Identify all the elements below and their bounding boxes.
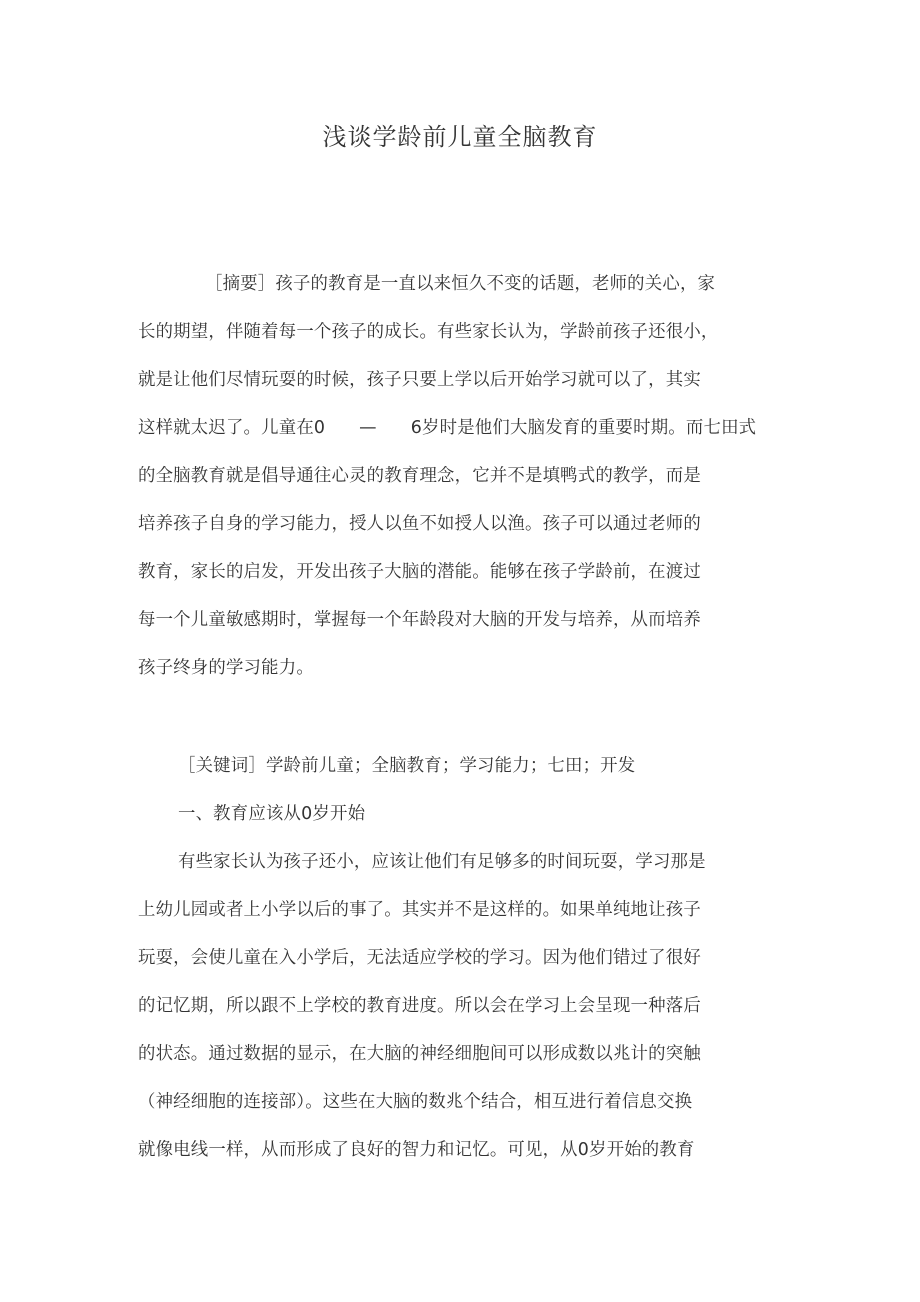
body-line-4: 的记忆期，所以跟不上学校的教育进度。所以会在学习上会呈现一种落后	[138, 996, 701, 1016]
document-title: 浅谈学龄前儿童全脑教育	[322, 123, 598, 151]
abstract-line-6: 培养孩子自身的学习能力，授人以鱼不如授人以渔。孩子可以通过老师的	[138, 514, 701, 534]
abstract-line-4-dash: —	[359, 418, 377, 438]
section-heading: 一、教育应该从0岁开始	[178, 804, 366, 824]
body-line-3: 玩耍，会使儿童在入小学后，无法适应学校的学习。因为他们错过了很好	[138, 948, 701, 968]
abstract-line-7: 教育，家长的启发，开发出孩子大脑的潜能。能够在孩子学龄前，在渡过	[138, 562, 701, 582]
keywords: ［关键词］学龄前儿童；全脑教育；学习能力；七田；开发	[178, 756, 636, 776]
abstract-line-4-part-b: 6岁时是他们大脑发育的重要时期。而七田式	[410, 418, 757, 438]
abstract-line-4	[138, 416, 756, 440]
abstract-line-5: 的全脑教育就是倡导通往心灵的教育理念，它并不是填鸭式的教学，而是	[138, 466, 701, 486]
body-line-2: 上幼儿园或者上小学以后的事了。其实并不是这样的。如果单纯地让孩子	[138, 900, 701, 920]
abstract-line-9: 孩子终身的学习能力。	[138, 658, 314, 678]
body-line-7: 就像电线一样，从而形成了良好的智力和记忆。可见，从0岁开始的教育	[138, 1140, 695, 1160]
body-line-5: 的状态。通过数据的显示，在大脑的神经细胞间可以形成数以兆计的突触	[138, 1044, 701, 1064]
body-line-1: 有些家长认为孩子还小，应该让他们有足够多的时间玩耍，学习那是	[178, 852, 706, 872]
abstract-line-8: 每一个儿童敏感期时，掌握每一个年龄段对大脑的开发与培养，从而培养	[138, 610, 701, 630]
abstract-line-1: ［摘要］孩子的教育是一直以来恒久不变的话题，老师的关心，家	[205, 274, 716, 294]
abstract-line-2: 长的期望，伴随着每一个孩子的成长。有些家长认为，学龄前孩子还很小，	[138, 322, 719, 342]
abstract-line-4-part-a: 这样就太迟了。儿童在0	[138, 418, 326, 438]
abstract-line-3: 就是让他们尽情玩耍的时候，孩子只要上学以后开始学习就可以了，其实	[138, 370, 701, 390]
body-line-6: （神经细胞的连接部）。这些在大脑的数兆个结合，相互进行着信息交换	[138, 1092, 693, 1112]
